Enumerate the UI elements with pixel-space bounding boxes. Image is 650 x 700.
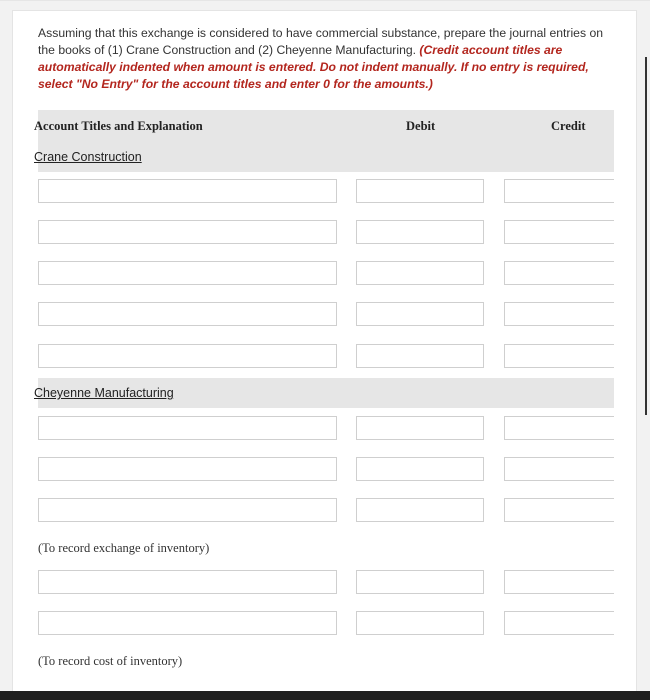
credit-input[interactable]: [504, 179, 614, 203]
credit-input[interactable]: [504, 498, 614, 522]
header-account-titles: Account Titles and Explanation: [34, 119, 203, 133]
header-debit: Debit: [406, 119, 436, 133]
credit-input[interactable]: [504, 220, 614, 244]
explanation-exchange-inventory: (To record exchange of inventory): [38, 541, 210, 555]
debit-input[interactable]: [356, 302, 484, 326]
question-instructions: [38, 25, 603, 93]
account-title-input[interactable]: [38, 611, 337, 635]
account-title-input[interactable]: [38, 570, 337, 594]
account-title-input[interactable]: [38, 179, 337, 203]
debit-input[interactable]: [356, 344, 484, 368]
credit-input[interactable]: [504, 302, 614, 326]
top-divider: [0, 0, 650, 1]
account-title-input[interactable]: [38, 457, 337, 481]
account-title-input[interactable]: [38, 416, 337, 440]
debit-input[interactable]: [356, 457, 484, 481]
debit-input[interactable]: [356, 611, 484, 635]
question-text: Assuming that this exchange is considered to have commercial substance, prepare the journal entries on the books of (1) Crane Construction and (2) Cheyenne Manufacturing.: [38, 26, 603, 57]
debit-input[interactable]: [356, 179, 484, 203]
credit-input[interactable]: [504, 261, 614, 285]
section-crane-construction: [34, 142, 614, 172]
journal-table-header: [34, 110, 614, 142]
section-label-crane: Crane Construction: [34, 150, 142, 164]
scrollbar[interactable]: [645, 57, 647, 415]
question-card: [12, 10, 637, 695]
explanation-cost-inventory: (To record cost of inventory): [38, 654, 183, 668]
credit-input[interactable]: [504, 416, 614, 440]
account-title-input[interactable]: [38, 344, 337, 368]
credit-input[interactable]: [504, 570, 614, 594]
section-label-cheyenne: Cheyenne Manufacturing: [34, 386, 174, 400]
debit-input[interactable]: [356, 498, 484, 522]
credit-input[interactable]: [504, 344, 614, 368]
account-title-input[interactable]: [38, 261, 337, 285]
debit-input[interactable]: [356, 416, 484, 440]
bottom-bar: [0, 691, 650, 700]
debit-input[interactable]: [356, 261, 484, 285]
question-emphasis: (Credit account titles are automatically indented when amount is entered. Do not indent manually. If no entry is required, select "No Entry" for the account titles and enter 0 for the amounts.): [38, 43, 589, 91]
account-title-input[interactable]: [38, 302, 337, 326]
credit-input[interactable]: [504, 457, 614, 481]
account-title-input[interactable]: [38, 220, 337, 244]
header-credit: Credit: [551, 119, 586, 133]
section-cheyenne-manufacturing: [34, 378, 614, 408]
debit-input[interactable]: [356, 220, 484, 244]
account-title-input[interactable]: [38, 498, 337, 522]
debit-input[interactable]: [356, 570, 484, 594]
credit-input[interactable]: [504, 611, 614, 635]
